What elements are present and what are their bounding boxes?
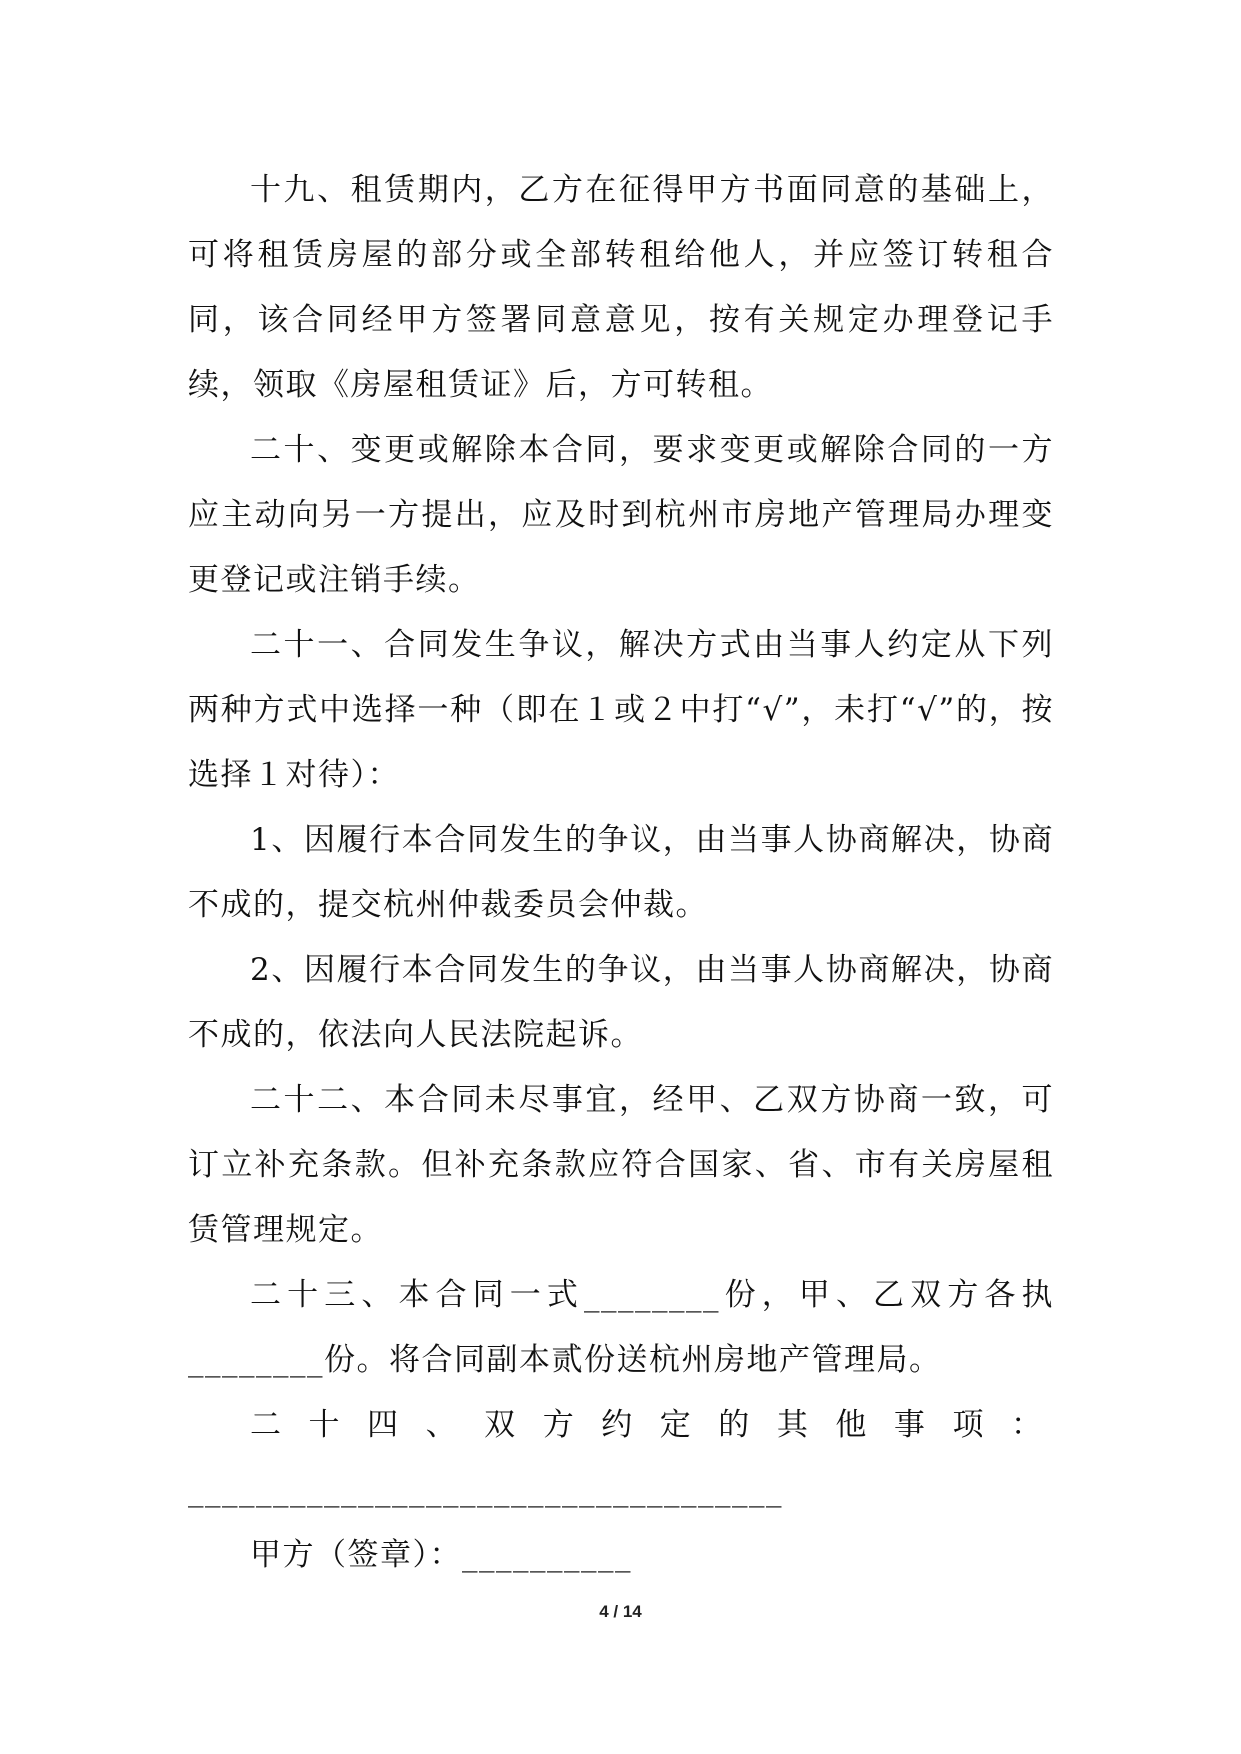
party-a-signature-line: 甲方（签章）：__________: [250, 1537, 632, 1573]
clause-19: 十九、租赁期内，乙方在征得甲方书面同意的基础上，可将租赁房屋的部分或全部转租给他人，并应签订转租合同，该合同经甲方签署同意意见，按有关规定办理登记手续，领取《房屋租赁证》后，方可转租。: [188, 172, 1054, 403]
clause-23: 二十三、本合同一式________份，甲、乙双方各执________份。将合同副本贰份送杭州房地产管理局。: [188, 1277, 1054, 1378]
clause-21: 二十一、合同发生争议，解决方式由当事人约定从下列两种方式中选择一种（即在１或２中打“√”，未打“√”的，按选择１对待）：: [188, 627, 1054, 793]
clause-21-option-1: 1、因履行本合同发生的争议，由当事人协商解决，协商不成的，提交杭州仲裁委员会仲裁。: [188, 822, 1054, 923]
clause-24-heading: 二十四、双方约定的其他事项：: [250, 1407, 1054, 1443]
clause-22: 二十二、本合同未尽事宜，经甲、乙双方协商一致，可订立补充条款。但补充条款应符合国家、省、市有关房屋租赁管理规定。: [188, 1082, 1054, 1248]
clause-24-blank-line: ___________________________________: [188, 1472, 783, 1508]
clause-21-option-2: 2、因履行本合同发生的争议，由当事人协商解决，协商不成的，依法向人民法院起诉。: [188, 952, 1054, 1053]
document-body: [188, 158, 1054, 1588]
page-number: 4 / 14: [599, 1602, 642, 1621]
clause-20: 二十、变更或解除本合同，要求变更或解除合同的一方应主动向另一方提出，应及时到杭州市房地产管理局办理变更登记或注销手续。: [188, 432, 1054, 598]
